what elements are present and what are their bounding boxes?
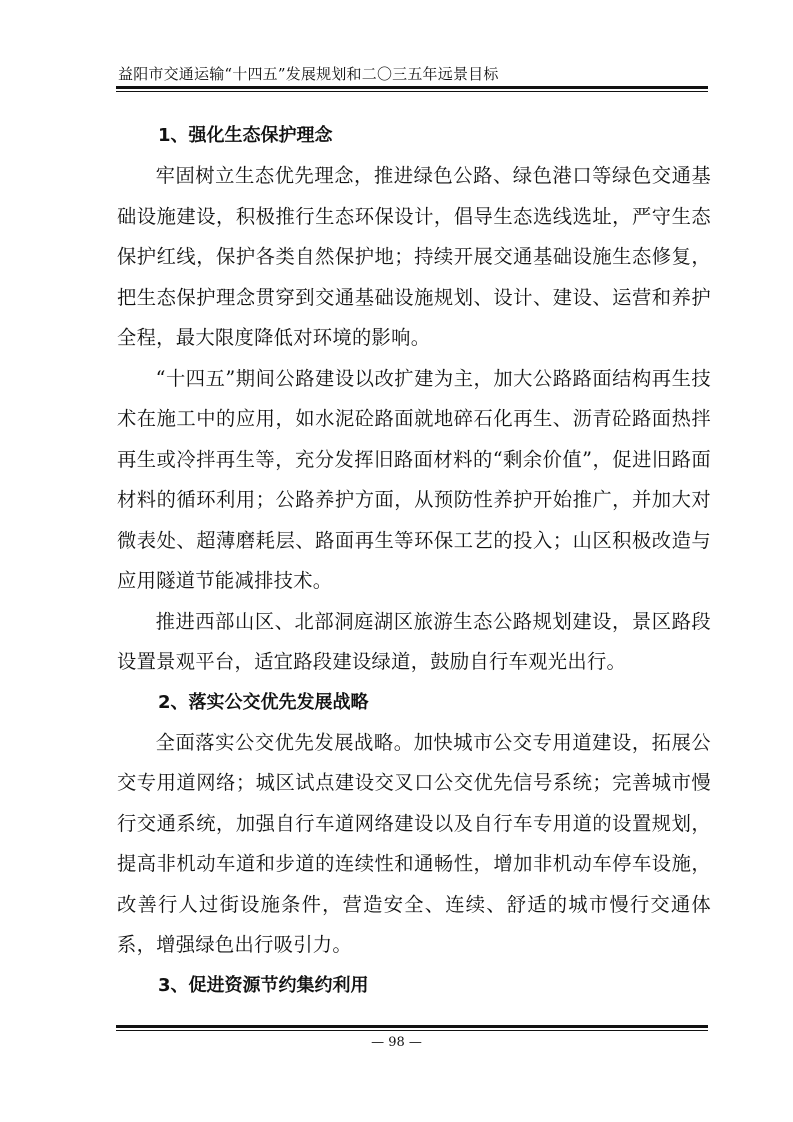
- paragraph-road-recycling: “十四五”期间公路建设以改扩建为主，加大公路路面结构再生技术在施工中的应用，如水泥砼路面就地碎石化再生、沥青砼路面热拌再生或冷拌再生等，充分发挥旧路面材料的“剩余价值”，促进旧路面材料的循环利用；公路养护方面，从预防性养护开始推广，并加大对微表处、超薄磨耗层、路面再生等环保工艺的投入；山区积极改造与应用隧道节能减排技术。: [117, 366, 711, 592]
- paragraph-ecology-priority: 牢固树立生态优先理念，推进绿色公路、绿色港口等绿色交通基础设施建设，积极推行生态环保设计，倡导生态选线选址，严守生态保护红线，保护各类自然保护地；持续开展交通基础设施生态修复，把生态保护理念贯穿到交通基础设施规划、设计、建设、运营和养护全程，最大限度降低对环境的影响。: [117, 164, 711, 349]
- page-number: — 98 —: [371, 1035, 422, 1050]
- footer-rule: [116, 1025, 708, 1028]
- section-heading-ecology: 1、强化生态保护理念: [158, 125, 333, 146]
- document-body: [117, 116, 711, 1006]
- section-heading-transit-priority: 2、落实公交优先发展战略: [158, 691, 369, 713]
- paragraph-eco-tourism-roads: 推进西部山区、北部洞庭湖区旅游生态公路规划建设，景区路段设置景观平台，适宜路段建设绿道，鼓励自行车观光出行。: [117, 609, 711, 673]
- header-rule: [116, 86, 708, 89]
- footer-rule-thin: [116, 1030, 708, 1031]
- running-header: 益阳市交通运输“十四五”发展规划和二〇三五年远景目标: [118, 65, 499, 83]
- header-rule-thin: [116, 91, 708, 92]
- paragraph-transit-priority: 全面落实公交优先发展战略。加快城市公交专用道建设，拓展公交专用道网络；城区试点建设交叉口公交优先信号系统；完善城市慢行交通系统，加强自行车道网络建设以及自行车专用道的设置规划，提高非机动车道和步道的连续性和通畅性，增加非机动车停车设施，改善行人过街设施条件，营造安全、连续、舒适的城市慢行交通体系，增强绿色出行吸引力。: [117, 730, 711, 956]
- section-heading-resource-saving: 3、促进资源节约集约利用: [158, 974, 369, 996]
